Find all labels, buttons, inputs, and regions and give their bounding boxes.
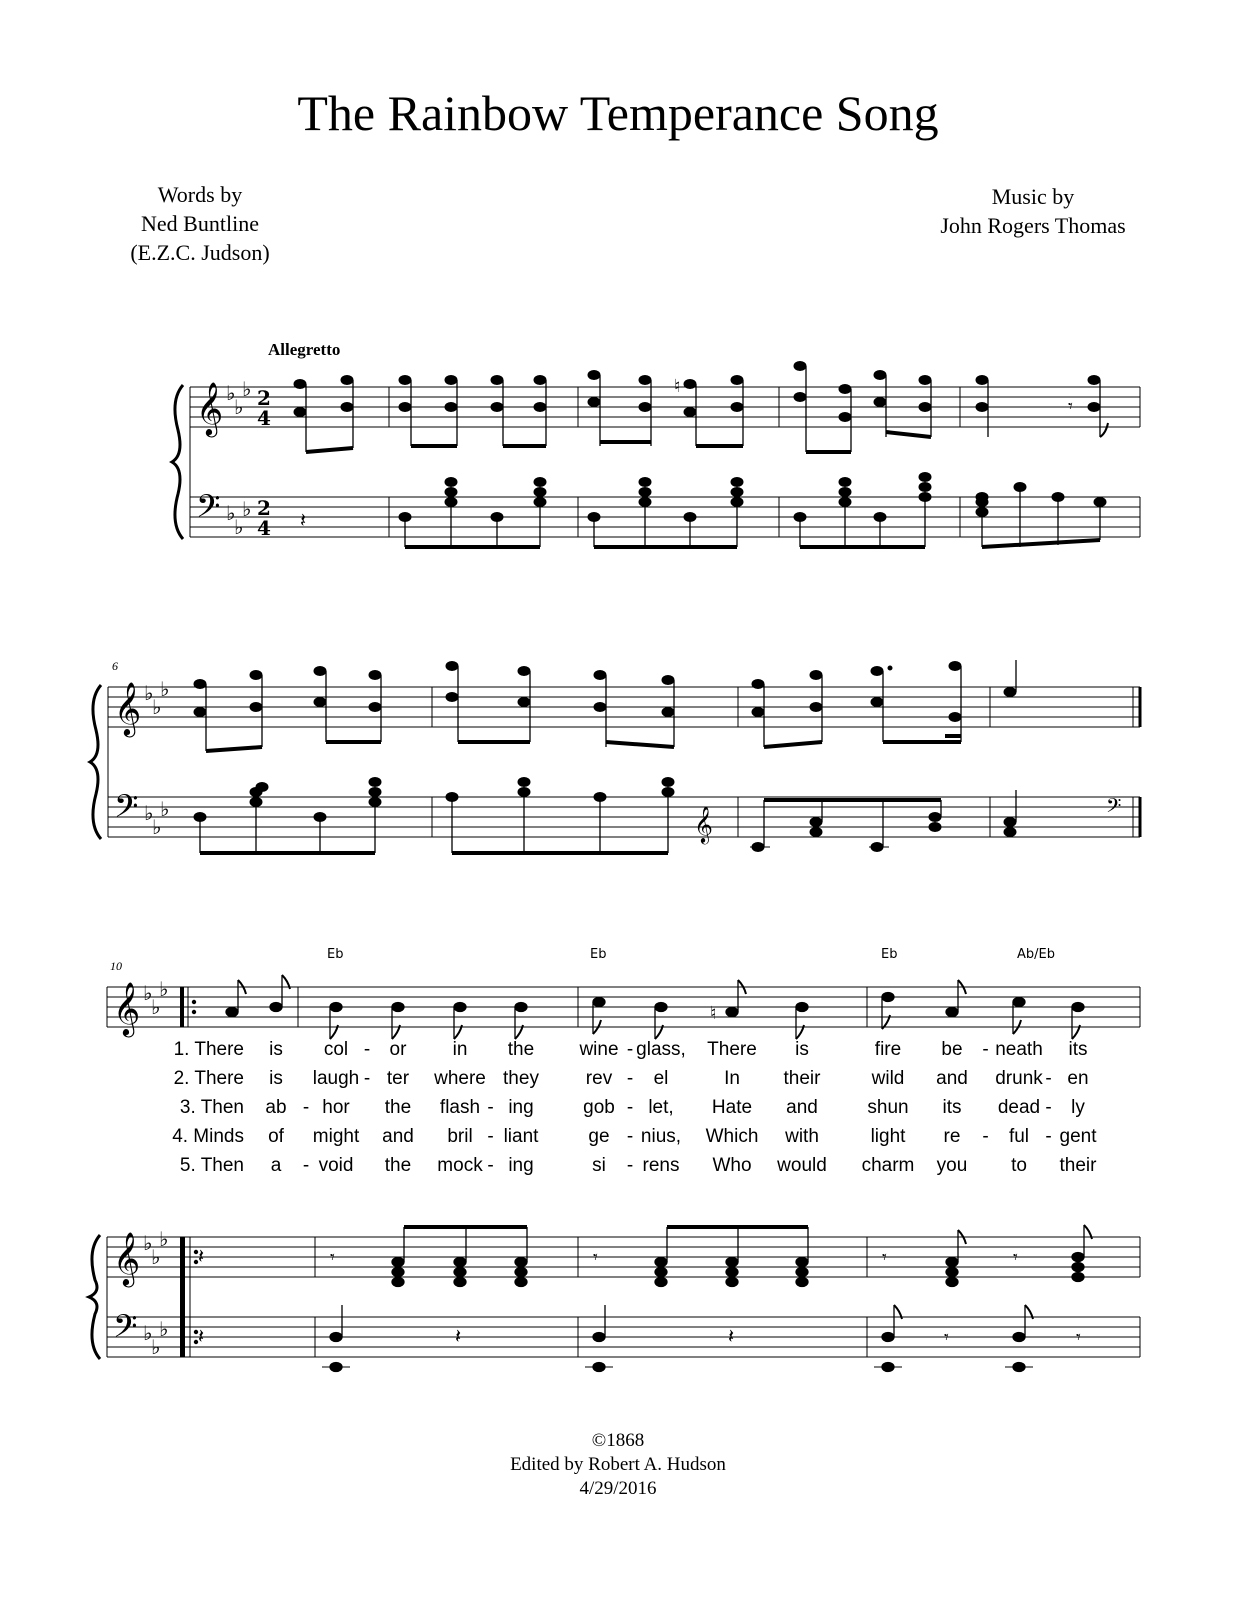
svg-text:♭: ♭: [152, 815, 162, 839]
svg-text:♭: ♭: [151, 1335, 161, 1359]
lyric-hyphen: -: [302, 1097, 310, 1118]
svg-text:𝄞: 𝄞: [113, 981, 141, 1035]
lyric-syllable: dead: [997, 1097, 1041, 1118]
lyric-hyphen: -: [626, 1155, 634, 1176]
lyric-syllable: and: [786, 1097, 818, 1118]
lyric-hyphen: -: [487, 1126, 494, 1147]
svg-text:𝄢: 𝄢: [114, 788, 139, 832]
svg-text:𝄞: 𝄞: [196, 381, 224, 435]
svg-text:♭: ♭: [160, 797, 170, 821]
svg-text:♭: ♭: [143, 981, 153, 1005]
chord-symbol: Eb: [590, 947, 607, 962]
svg-text:♭: ♭: [242, 497, 252, 521]
lyric-syllable: drunk: [995, 1068, 1043, 1089]
svg-text:♭: ♭: [226, 381, 236, 405]
lyric-syllable: to: [1011, 1155, 1027, 1176]
lyric-syllable: is: [795, 1039, 809, 1060]
svg-text:♭: ♭: [144, 681, 154, 705]
lyric-hyphen: -: [1045, 1097, 1052, 1118]
svg-text:♭: ♭: [152, 695, 162, 719]
svg-text:♭: ♭: [151, 1245, 161, 1269]
lyric-syllable: mock: [437, 1155, 483, 1176]
svg-text:𝄾: 𝄾: [1013, 1247, 1018, 1268]
system-3: [89, 947, 1140, 1372]
lyric-syllable: ing: [508, 1097, 534, 1118]
lyric-syllable: the: [507, 1039, 535, 1060]
lyric-syllable: bril: [447, 1126, 473, 1147]
svg-text:𝄾: 𝄾: [1076, 1327, 1081, 1348]
lyric-syllable: of: [268, 1126, 284, 1147]
svg-text:𝄽: 𝄽: [455, 1324, 462, 1348]
svg-text:♮: ♮: [674, 376, 681, 397]
svg-text:♭: ♭: [226, 501, 236, 525]
system-1: [172, 362, 1140, 548]
lyric-syllable: is: [269, 1068, 283, 1089]
svg-text:𝄽: 𝄽: [198, 1244, 205, 1268]
lyric-syllable: ly: [1071, 1097, 1085, 1118]
measure-number-6: 6: [112, 659, 118, 673]
lyric-syllable: gob: [583, 1097, 615, 1118]
words-by-label: Words by: [157, 182, 243, 207]
svg-text:𝄽: 𝄽: [300, 508, 307, 532]
lyric-hyphen: -: [487, 1155, 494, 1176]
lyric-syllable: fire: [874, 1039, 902, 1060]
svg-text:𝄾: 𝄾: [593, 1247, 598, 1268]
lyric-syllable: glass,: [636, 1039, 686, 1060]
time-sig-den-bass-1: 4: [257, 516, 271, 540]
lyric-syllable: void: [318, 1155, 354, 1176]
lyric-hyphen: -: [487, 1097, 494, 1118]
lyric-syllable: ter: [386, 1068, 410, 1089]
lyric-syllable: ing: [508, 1155, 534, 1176]
lyric-syllable: 2. There: [173, 1068, 244, 1089]
lyric-syllable: its: [1068, 1039, 1088, 1060]
lyric-syllable: ab: [265, 1097, 287, 1118]
lyric-syllable: liant: [503, 1126, 539, 1147]
lyric-syllable: 4. Minds: [172, 1126, 244, 1147]
lyric-syllable: light: [870, 1126, 906, 1147]
lyric-hyphen: -: [982, 1126, 989, 1147]
system-2: [90, 659, 1140, 853]
lyrics-block: [172, 1039, 1097, 1176]
lyric-hyphen: -: [1045, 1068, 1052, 1089]
lyric-syllable: or: [389, 1039, 407, 1060]
lyric-syllable: wild: [871, 1068, 905, 1089]
chord-symbol: Eb: [881, 947, 898, 962]
lyric-syllable: with: [785, 1126, 819, 1147]
lyric-syllable: might: [312, 1126, 360, 1147]
lyric-syllable: be: [941, 1039, 963, 1060]
lyric-syllable: where: [434, 1068, 486, 1089]
measure-number-10: 10: [110, 959, 122, 973]
svg-text:♭: ♭: [151, 995, 161, 1019]
lyric-syllable: its: [942, 1097, 962, 1118]
lyric-hyphen: -: [626, 1126, 634, 1147]
lyric-syllable: rev: [585, 1068, 613, 1089]
music-by-label: Music by: [991, 184, 1075, 209]
svg-text:♭: ♭: [143, 1231, 153, 1255]
lyric-syllable: and: [382, 1126, 414, 1147]
lyric-syllable: nius,: [640, 1126, 682, 1147]
svg-text:𝄢: 𝄢: [1106, 794, 1122, 822]
lyric-syllable: col: [323, 1039, 349, 1060]
svg-text:♮: ♮: [710, 1003, 717, 1024]
svg-text:𝄽: 𝄽: [198, 1324, 205, 1348]
lyric-syllable: en: [1067, 1068, 1089, 1089]
svg-text:𝄾: 𝄾: [944, 1327, 949, 1348]
svg-text:𝄢: 𝄢: [113, 1308, 138, 1352]
svg-text:𝄞: 𝄞: [113, 1231, 141, 1285]
edit-date: 4/29/2016: [579, 1478, 657, 1499]
lyric-syllable: Which: [705, 1126, 759, 1147]
svg-text:♭: ♭: [144, 801, 154, 825]
lyric-syllable: 1. There: [173, 1039, 244, 1060]
lyricist-name: Ned Buntline: [141, 211, 259, 236]
lyric-syllable: charm: [861, 1155, 915, 1176]
chord-symbol: Eb: [327, 947, 344, 962]
lyric-syllable: let,: [648, 1097, 674, 1118]
lyric-syllable: flash: [439, 1097, 481, 1118]
lyric-syllable: their: [783, 1068, 821, 1089]
svg-text:𝄽: 𝄽: [728, 1324, 735, 1348]
lyric-syllable: shun: [867, 1097, 909, 1118]
svg-text:♭: ♭: [143, 1321, 153, 1345]
time-sig-num-treble-1: 2: [257, 386, 271, 410]
composer-name: John Rogers Thomas: [940, 213, 1126, 238]
lyric-syllable: their: [1059, 1155, 1097, 1176]
lyric-hyphen: -: [363, 1039, 371, 1060]
time-sig-num-bass-1: 2: [257, 496, 271, 520]
lyric-syllable: the: [384, 1097, 412, 1118]
lyric-syllable: Hate: [711, 1097, 753, 1118]
copyright-year: ©1868: [591, 1430, 645, 1451]
chord-symbol: Ab/Eb: [1017, 947, 1055, 962]
lyric-hyphen: -: [1045, 1126, 1052, 1147]
lyric-syllable: in: [452, 1039, 468, 1060]
svg-text:♭: ♭: [159, 977, 169, 1001]
svg-text:♭: ♭: [159, 1227, 169, 1251]
lyricist-real-name: (E.Z.C. Judson): [130, 240, 270, 265]
lyric-syllable: 5. Then: [179, 1155, 244, 1176]
svg-text:♭: ♭: [234, 515, 244, 539]
lyric-syllable: rens: [642, 1155, 680, 1176]
lyric-syllable: ful: [1008, 1126, 1030, 1147]
lyric-hyphen: -: [626, 1097, 634, 1118]
svg-text:♭: ♭: [160, 677, 170, 701]
lyric-syllable: laugh: [312, 1068, 360, 1089]
lyric-syllable: ge: [588, 1126, 610, 1147]
lyric-syllable: 3. Then: [179, 1097, 244, 1118]
lyric-syllable: is: [269, 1039, 283, 1060]
lyric-syllable: you: [936, 1155, 968, 1176]
lyric-syllable: gent: [1059, 1126, 1097, 1147]
svg-text:𝄢: 𝄢: [196, 488, 221, 532]
footer: [0, 1429, 1236, 1501]
svg-text:𝄞: 𝄞: [694, 805, 713, 843]
lyric-syllable: a: [270, 1155, 282, 1176]
lyric-syllable: would: [777, 1155, 827, 1176]
lyric-syllable: Who: [712, 1155, 752, 1176]
lyric-syllable: There: [707, 1039, 757, 1060]
editor-credit: Edited by Robert A. Hudson: [510, 1454, 726, 1475]
svg-text:♭: ♭: [234, 395, 244, 419]
song-title: The Rainbow Temperance Song: [297, 85, 939, 141]
svg-text:𝄾: 𝄾: [882, 1247, 887, 1268]
lyric-syllable: and: [936, 1068, 968, 1089]
lyric-hyphen: -: [363, 1068, 371, 1089]
svg-text:♭: ♭: [159, 1317, 169, 1341]
lyric-hyphen: -: [626, 1039, 634, 1060]
svg-text:𝄞: 𝄞: [114, 681, 142, 735]
lyric-syllable: wine: [579, 1039, 619, 1060]
lyric-syllable: the: [384, 1155, 412, 1176]
lyric-syllable: re: [943, 1126, 961, 1147]
lyric-syllable: el: [653, 1068, 669, 1089]
svg-text:♭: ♭: [242, 377, 252, 401]
lyric-syllable: In: [724, 1068, 740, 1089]
lyric-hyphen: -: [302, 1155, 310, 1176]
tempo-marking: Allegretto: [268, 340, 341, 359]
time-sig-den-treble-1: 4: [257, 406, 271, 430]
lyric-syllable: hor: [322, 1097, 350, 1118]
svg-text:𝄾: 𝄾: [330, 1247, 335, 1268]
svg-text:𝄾: 𝄾: [1068, 396, 1073, 417]
lyric-hyphen: -: [626, 1068, 634, 1089]
lyric-syllable: they: [503, 1068, 539, 1089]
lyric-syllable: si: [592, 1155, 606, 1176]
lyric-syllable: neath: [995, 1039, 1043, 1060]
lyric-hyphen: -: [982, 1039, 989, 1060]
